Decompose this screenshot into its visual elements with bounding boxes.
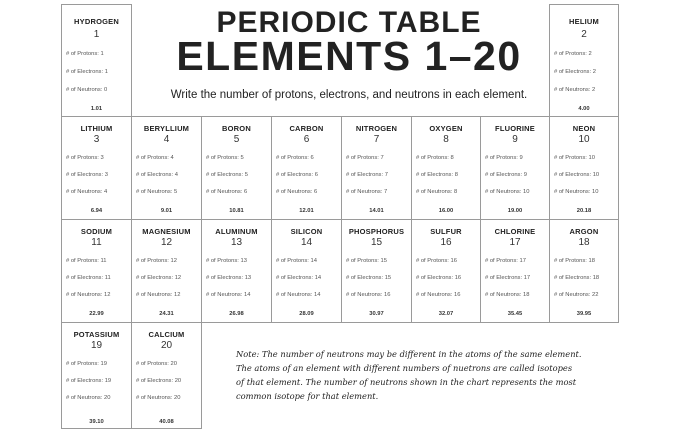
element-cell: [271, 116, 342, 220]
atomic-mass: 4.00: [578, 106, 590, 112]
element-cell: [201, 116, 272, 220]
count-row-protons: [66, 361, 107, 367]
element-name: BORON: [222, 124, 251, 133]
count-value: 0: [104, 87, 108, 93]
count-row-electrons: [136, 275, 181, 281]
count-label: # of Protons:: [136, 155, 169, 161]
atomic-number: 18: [578, 237, 590, 248]
atomic-number: 5: [233, 134, 240, 145]
count-value: 18: [592, 275, 600, 281]
count-value: 3: [104, 172, 108, 178]
element-cell: [549, 116, 619, 220]
count-label: # of Protons:: [136, 258, 169, 264]
count-label: # of Electrons:: [276, 172, 314, 178]
count-label: # of Protons:: [276, 155, 309, 161]
count-label: # of Neutrons:: [206, 189, 243, 195]
count-value: 5: [244, 172, 248, 178]
count-label: # of Neutrons:: [136, 292, 173, 298]
count-value: 10: [588, 155, 595, 161]
element-name: NEON: [572, 124, 596, 133]
count-value: 2: [592, 87, 596, 93]
count-label: # of Electrons:: [485, 275, 523, 281]
count-label: # of Protons:: [66, 155, 99, 161]
count-label: # of Neutrons:: [276, 292, 313, 298]
count-row-protons: [276, 258, 317, 264]
atomic-mass: 32.07: [438, 311, 454, 317]
count-value: 5: [240, 155, 244, 161]
count-label: # of Electrons:: [416, 172, 454, 178]
count-label: # of Neutrons:: [276, 189, 313, 195]
atomic-number: 11: [91, 237, 102, 248]
element-name: SODIUM: [80, 227, 113, 236]
atomic-number: 4: [163, 134, 170, 145]
count-value: 6: [314, 172, 318, 178]
count-row-electrons: [346, 275, 391, 281]
count-value: 6: [310, 155, 314, 161]
count-label: # of Protons:: [346, 155, 379, 161]
footnote-line: common isotope for that element.: [236, 391, 379, 401]
element-cell: [131, 116, 202, 220]
count-row-protons: [485, 258, 526, 264]
count-value: 13: [240, 258, 247, 264]
count-value: 9: [519, 155, 523, 161]
element-name: ALUMINUM: [215, 227, 258, 236]
count-value: 14: [310, 258, 317, 264]
count-label: # of Neutrons:: [416, 292, 453, 298]
count-row-neutrons: [554, 87, 595, 93]
count-row-neutrons: [416, 189, 457, 195]
count-value: 16: [454, 275, 462, 281]
element-cell: [61, 219, 132, 323]
count-row-neutrons: [554, 292, 599, 298]
atomic-number: 6: [303, 134, 310, 145]
element-name: CALCIUM: [148, 330, 185, 339]
count-row-electrons: [206, 275, 251, 281]
count-label: # of Neutrons:: [485, 189, 522, 195]
atomic-mass: 22.99: [89, 311, 104, 317]
count-label: # of Electrons:: [276, 275, 314, 281]
count-label: # of Protons:: [276, 258, 309, 264]
atomic-mass: 10.81: [229, 208, 244, 214]
count-label: # of Protons:: [136, 361, 169, 367]
count-row-neutrons: [206, 292, 251, 298]
count-value: 20: [174, 378, 182, 384]
count-value: 6: [314, 189, 318, 195]
count-label: # of Electrons:: [136, 275, 174, 281]
count-row-electrons: [66, 275, 111, 281]
atomic-number: 10: [578, 134, 590, 145]
element-cell: [271, 219, 342, 323]
count-row-protons: [554, 155, 595, 161]
atomic-number: 1: [93, 29, 100, 40]
count-value: 7: [384, 172, 388, 178]
count-label: # of Protons:: [554, 258, 587, 264]
count-label: # of Protons:: [485, 258, 518, 264]
count-value: 8: [454, 189, 458, 195]
count-label: # of Neutrons:: [66, 292, 103, 298]
count-row-protons: [276, 155, 314, 161]
element-cell: [61, 322, 132, 429]
atomic-number: 8: [443, 134, 449, 145]
count-row-protons: [66, 51, 104, 57]
count-row-neutrons: [485, 292, 530, 298]
atomic-mass: 20.18: [576, 208, 592, 214]
element-cell: [549, 219, 619, 323]
count-label: # of Electrons:: [206, 275, 244, 281]
count-row-neutrons: [136, 189, 177, 195]
count-row-neutrons: [416, 292, 461, 298]
count-row-protons: [66, 155, 104, 161]
atomic-number: 20: [160, 340, 173, 351]
element-name: MAGNESIUM: [142, 227, 191, 236]
count-label: # of Protons:: [554, 51, 587, 57]
count-row-electrons: [66, 378, 111, 384]
element-cell: [549, 4, 619, 117]
atomic-mass: 26.98: [229, 311, 244, 317]
count-row-electrons: [206, 172, 248, 178]
count-row-neutrons: [206, 189, 247, 195]
count-value: 15: [384, 275, 392, 281]
count-value: 22: [592, 292, 599, 298]
count-label: # of Protons:: [206, 155, 239, 161]
element-cell: [480, 116, 550, 220]
element-name: FLUORINE: [495, 124, 535, 133]
element-cell: [341, 116, 412, 220]
count-row-protons: [346, 258, 387, 264]
element-name: HELIUM: [569, 17, 599, 26]
count-value: 12: [174, 292, 181, 298]
count-value: 11: [100, 258, 107, 264]
count-row-protons: [416, 155, 454, 161]
count-row-protons: [346, 155, 384, 161]
count-value: 18: [588, 258, 595, 264]
element-name: CARBON: [289, 124, 324, 133]
count-row-protons: [206, 155, 244, 161]
atomic-number: 19: [90, 340, 103, 351]
count-row-electrons: [416, 172, 458, 178]
atomic-mass: 16.00: [438, 208, 454, 214]
atomic-mass: 12.01: [299, 208, 314, 214]
count-label: # of Electrons:: [206, 172, 244, 178]
count-row-electrons: [346, 172, 388, 178]
count-row-electrons: [276, 275, 321, 281]
atomic-mass: 39.95: [576, 311, 592, 317]
atomic-number: 13: [230, 237, 243, 248]
element-name: OXYGEN: [429, 124, 463, 133]
count-label: # of Protons:: [66, 361, 99, 367]
count-value: 17: [519, 258, 526, 264]
count-value: 4: [174, 172, 178, 178]
count-row-electrons: [66, 69, 108, 75]
count-value: 11: [104, 275, 111, 281]
count-row-electrons: [276, 172, 318, 178]
count-value: 20: [104, 395, 111, 401]
atomic-number: 12: [160, 237, 173, 248]
count-label: # of Protons:: [485, 155, 518, 161]
count-label: # of Electrons:: [346, 172, 384, 178]
count-value: 12: [174, 275, 182, 281]
atomic-number: 7: [373, 134, 380, 145]
count-value: 1: [104, 69, 108, 75]
count-row-electrons: [554, 69, 596, 75]
count-value: 14: [314, 275, 322, 281]
count-value: 16: [450, 258, 457, 264]
element-cell: [480, 219, 550, 323]
count-row-protons: [554, 51, 592, 57]
count-row-electrons: [485, 275, 530, 281]
count-label: # of Neutrons:: [136, 189, 173, 195]
count-label: # of Electrons:: [66, 378, 104, 384]
element-name: CHLORINE: [494, 227, 536, 236]
count-row-protons: [136, 258, 177, 264]
page-title-line1: PERIODIC TABLE: [216, 6, 482, 39]
atomic-mass: 40.08: [159, 419, 174, 425]
count-row-protons: [136, 155, 174, 161]
atomic-number: 3: [93, 134, 100, 145]
atomic-mass: 28.09: [299, 311, 314, 317]
count-label: # of Protons:: [66, 258, 99, 264]
atomic-mass: 1.01: [90, 106, 103, 112]
count-value: 2: [588, 51, 592, 57]
count-row-protons: [136, 361, 177, 367]
atomic-number: 2: [581, 29, 587, 40]
count-value: 16: [384, 292, 391, 298]
count-row-electrons: [485, 172, 527, 178]
count-value: 7: [380, 155, 384, 161]
count-label: # of Electrons:: [66, 275, 104, 281]
page-title-line2: ELEMENTS 1–20: [176, 33, 522, 79]
atomic-number: 9: [512, 134, 518, 145]
count-row-electrons: [416, 275, 461, 281]
count-value: 10: [523, 189, 530, 195]
element-name: HYDROGEN: [74, 17, 119, 26]
count-value: 2: [592, 69, 596, 75]
count-label: # of Neutrons:: [554, 292, 591, 298]
element-name: SULFUR: [430, 227, 462, 236]
count-label: # of Protons:: [416, 155, 449, 161]
element-name: PHOSPHORUS: [348, 227, 405, 236]
element-name: BERYLLIUM: [143, 124, 190, 133]
count-label: # of Electrons:: [346, 275, 384, 281]
count-value: 8: [454, 172, 458, 178]
atomic-number: 15: [370, 237, 383, 248]
count-row-neutrons: [66, 189, 107, 195]
count-value: 20: [174, 395, 181, 401]
atomic-number: 14: [300, 237, 313, 248]
count-value: 5: [174, 189, 178, 195]
count-row-electrons: [136, 172, 178, 178]
footnote-line: The atoms of an element with different numbers of nuetrons are called isotopes: [236, 363, 573, 373]
count-row-protons: [206, 258, 247, 264]
count-label: # of Electrons:: [136, 172, 174, 178]
atomic-mass: 19.00: [507, 208, 523, 214]
count-label: # of Neutrons:: [136, 395, 173, 401]
atomic-mass: 24.31: [159, 311, 174, 317]
count-label: # of Neutrons:: [346, 292, 383, 298]
count-value: 19: [100, 361, 107, 367]
count-label: # of Neutrons:: [416, 189, 453, 195]
element-cell: [411, 219, 481, 323]
footnote-line: Note: The number of neutrons may be different in the atoms of the same element.: [236, 349, 582, 359]
instructions: Write the number of protons, electrons, and neutrons in each element.: [170, 89, 528, 101]
count-row-electrons: [554, 172, 599, 178]
element-name: POTASSIUM: [73, 330, 120, 339]
element-cell: [131, 322, 202, 429]
count-value: 15: [380, 258, 387, 264]
count-label: # of Protons:: [554, 155, 587, 161]
count-label: # of Electrons:: [554, 172, 592, 178]
count-row-neutrons: [485, 189, 530, 195]
element-cell: [61, 4, 132, 117]
element-name: LITHIUM: [80, 124, 113, 133]
count-row-electrons: [136, 378, 181, 384]
count-row-neutrons: [136, 292, 181, 298]
count-label: # of Electrons:: [485, 172, 523, 178]
atomic-number: 17: [509, 237, 521, 248]
count-label: # of Neutrons:: [66, 189, 103, 195]
element-name: ARGON: [569, 227, 599, 236]
count-row-neutrons: [554, 189, 599, 195]
count-value: 20: [170, 361, 177, 367]
count-row-protons: [416, 258, 457, 264]
count-row-neutrons: [66, 292, 111, 298]
count-label: # of Electrons:: [554, 69, 592, 75]
count-value: 14: [314, 292, 321, 298]
count-value: 18: [523, 292, 530, 298]
count-row-neutrons: [66, 87, 107, 93]
footnote: [236, 347, 616, 403]
count-value: 8: [450, 155, 454, 161]
atomic-number: 16: [440, 237, 452, 248]
count-label: # of Neutrons:: [346, 189, 383, 195]
count-row-protons: [554, 258, 595, 264]
count-value: 7: [384, 189, 388, 195]
count-row-protons: [485, 155, 523, 161]
element-cell: [201, 219, 272, 323]
count-row-electrons: [554, 275, 599, 281]
count-label: # of Protons:: [346, 258, 379, 264]
count-value: 13: [244, 275, 252, 281]
count-label: # of Neutrons:: [554, 87, 591, 93]
count-label: # of Protons:: [206, 258, 239, 264]
atomic-mass: 14.01: [369, 208, 384, 214]
count-label: # of Neutrons:: [66, 395, 103, 401]
atomic-mass: 39.10: [89, 419, 104, 425]
count-row-electrons: [66, 172, 108, 178]
count-value: 10: [592, 172, 600, 178]
atomic-mass: 35.45: [507, 311, 523, 317]
element-cell: [341, 219, 412, 323]
count-value: 4: [104, 189, 108, 195]
atomic-mass: 6.94: [90, 208, 103, 214]
count-row-neutrons: [136, 395, 181, 401]
element-cell: [131, 219, 202, 323]
count-label: # of Neutrons:: [206, 292, 243, 298]
atomic-mass: 30.97: [369, 311, 384, 317]
count-label: # of Neutrons:: [485, 292, 522, 298]
count-value: 4: [170, 155, 174, 161]
count-label: # of Electrons:: [66, 172, 104, 178]
count-label: # of Neutrons:: [66, 87, 103, 93]
count-value: 10: [592, 189, 599, 195]
count-row-neutrons: [346, 292, 391, 298]
count-label: # of Protons:: [416, 258, 449, 264]
count-value: 9: [523, 172, 527, 178]
atomic-mass: 9.01: [160, 208, 173, 214]
count-label: # of Electrons:: [66, 69, 104, 75]
count-row-neutrons: [346, 189, 387, 195]
count-row-protons: [66, 258, 107, 264]
count-row-neutrons: [276, 189, 317, 195]
element-cell: [61, 116, 132, 220]
count-label: # of Protons:: [66, 51, 99, 57]
element-name: NITROGEN: [355, 124, 398, 133]
count-label: # of Electrons:: [554, 275, 592, 281]
count-value: 6: [244, 189, 248, 195]
element-cell: [411, 116, 481, 220]
element-name: SILICON: [290, 227, 323, 236]
count-row-neutrons: [276, 292, 321, 298]
count-value: 19: [104, 378, 112, 384]
count-value: 12: [104, 292, 111, 298]
count-label: # of Electrons:: [136, 378, 174, 384]
count-value: 17: [523, 275, 531, 281]
count-value: 14: [244, 292, 251, 298]
footnote-line: of that element. The number of neutrons shown in the chart represents the most: [236, 377, 577, 387]
count-label: # of Electrons:: [416, 275, 454, 281]
count-row-neutrons: [66, 395, 111, 401]
count-label: # of Neutrons:: [554, 189, 591, 195]
count-value: 1: [100, 51, 104, 57]
count-value: 12: [170, 258, 177, 264]
count-value: 3: [100, 155, 104, 161]
count-value: 16: [454, 292, 461, 298]
